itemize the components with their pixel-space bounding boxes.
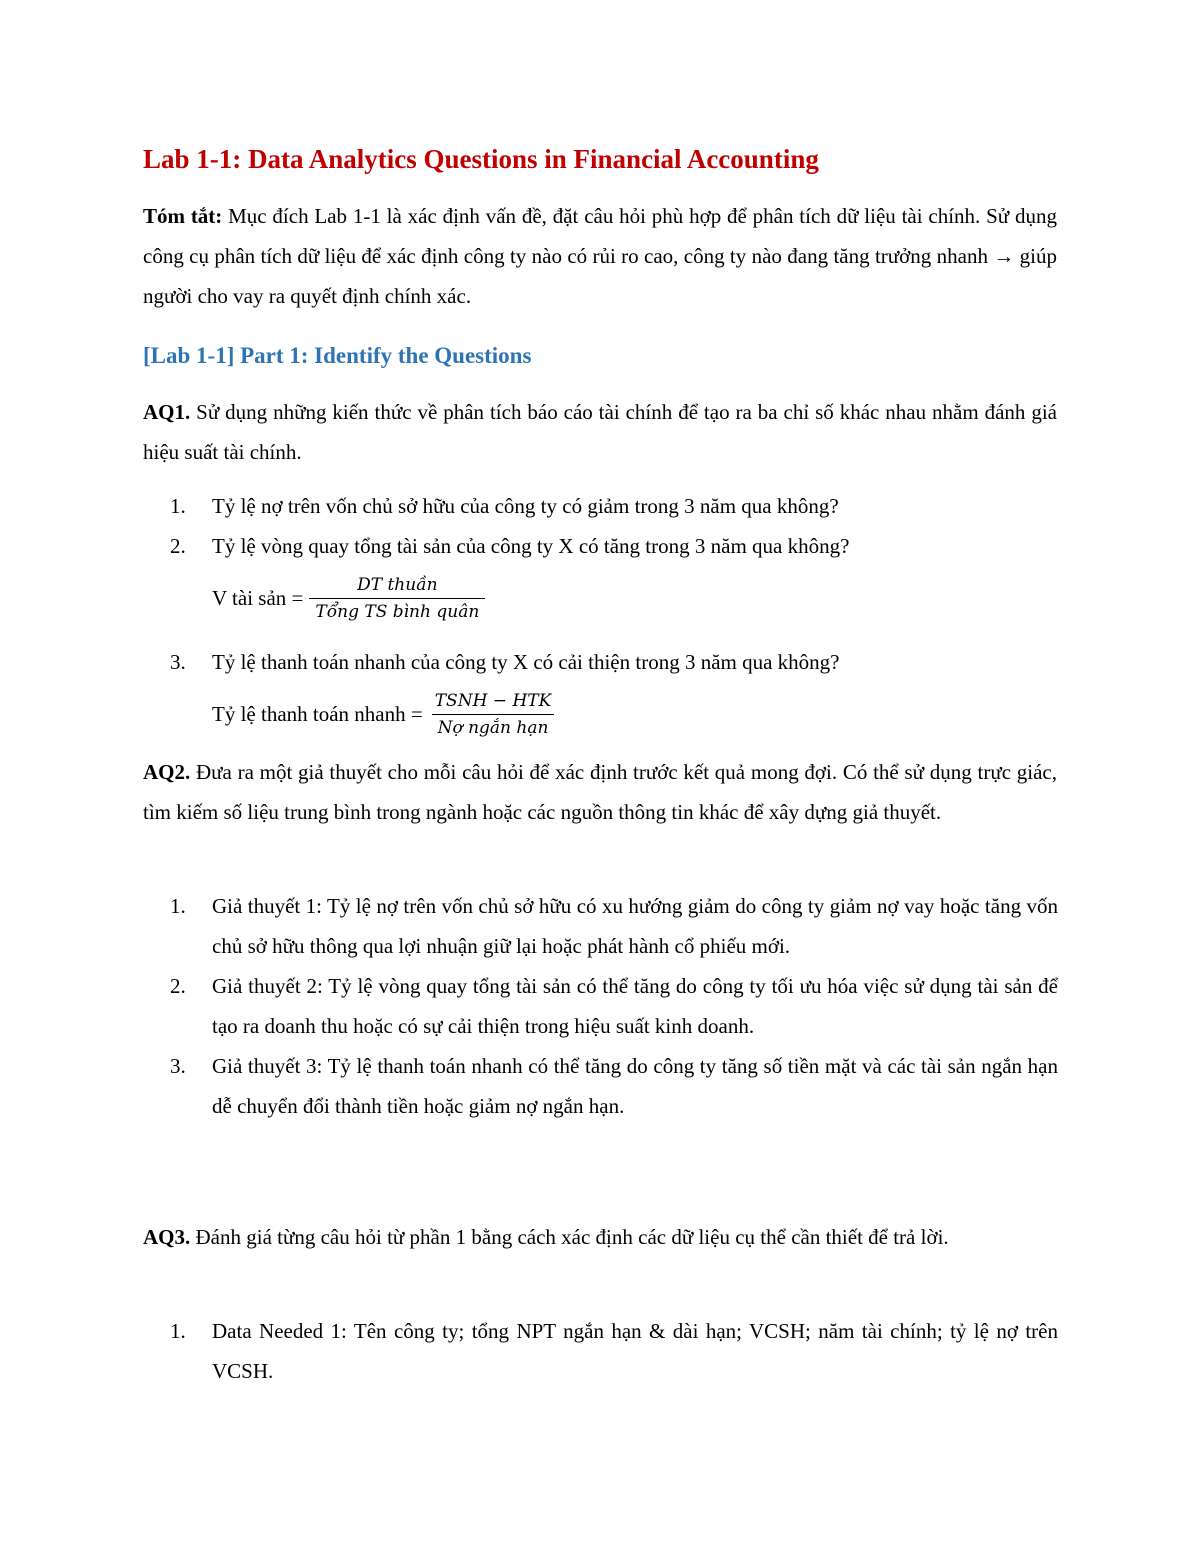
aq1-label: AQ1. <box>143 400 191 424</box>
list-item-number: 3. <box>170 1054 186 1078</box>
aq2-label: AQ2. <box>143 760 191 784</box>
formula-numerator: DT thuần <box>357 574 438 595</box>
list-item <box>170 642 1058 682</box>
formula-denominator: Nợ ngắn hạn <box>432 714 555 739</box>
formula-fraction <box>309 574 485 623</box>
list-item-number: 3. <box>170 650 186 674</box>
list-item-text: Giả thuyết 3: Tỷ lệ thanh toán nhanh có thể tăng do công ty tăng số tiền mặt và các tài sản ngắn hạn dễ chuyển đổi thành tiền hoặc giảm nợ ngắn hạn. <box>212 1054 1058 1118</box>
list-item-text: Tỷ lệ vòng quay tổng tài sản của công ty X có tăng trong 3 năm qua không? <box>212 534 850 558</box>
aq2-paragraph <box>143 752 1057 832</box>
aq3-label: AQ3. <box>143 1225 191 1249</box>
list-item-text: Giả thuyết 2: Tỷ lệ vòng quay tổng tài sản có thể tăng do công ty tối ưu hóa việc sử dụng tài sản để tạo ra doanh thu hoặc có sự cải thiện trong hiệu suất kinh doanh. <box>212 974 1058 1038</box>
aq1-question-list <box>170 486 1058 758</box>
list-item-text: Data Needed 1: Tên công ty; tổng NPT ngắn hạn & dài hạn; VCSH; năm tài chính; tỷ lệ nợ trên VCSH. <box>212 1319 1058 1383</box>
aq3-paragraph <box>143 1217 1057 1257</box>
asset-turnover-formula <box>170 566 1058 630</box>
list-item-text: Giả thuyết 1: Tỷ lệ nợ trên vốn chủ sở hữu có xu hướng giảm do công ty giảm nợ vay hoặc tăng vốn chủ sở hữu thông qua lợi nhuận giữ lại hoặc phát hành cổ phiếu mới. <box>212 894 1058 958</box>
list-item <box>170 526 1058 566</box>
list-item <box>170 486 1058 526</box>
list-item-text: Tỷ lệ nợ trên vốn chủ sở hữu của công ty có giảm trong 3 năm qua không? <box>212 494 839 518</box>
formula-fraction <box>429 690 558 739</box>
list-item <box>170 886 1058 966</box>
formula-denominator: Tổng TS bình quân <box>309 598 485 623</box>
aq2-text: Đưa ra một giả thuyết cho mỗi câu hỏi để xác định trước kết quả mong đợi. Có thể sử dụng trực giác, tìm kiếm số liệu trung bình trong ngành hoặc các nguồn thông tin khác để xây dựng giả thuyết. <box>143 760 1057 824</box>
list-item <box>170 1311 1058 1391</box>
part1-heading: [Lab 1-1] Part 1: Identify the Questions <box>143 343 532 368</box>
formula-numerator: TSNH − HTK <box>434 690 552 711</box>
aq3-text: Đánh giá từng câu hỏi từ phần 1 bằng cách xác định các dữ liệu cụ thể cần thiết để trả lời. <box>190 1225 949 1249</box>
formula-lhs: V tài sản = <box>212 586 304 610</box>
summary-text: Mục đích Lab 1-1 là xác định vấn đề, đặt câu hỏi phù hợp để phân tích dữ liệu tài chính. Sử dụng công cụ phân tích dữ liệu để xác định công ty nào có rủi ro cao, công ty nào đang tăng trưởng nhanh → giúp người cho vay ra quyết định chính xác. <box>143 204 1057 308</box>
summary-paragraph <box>143 196 1057 316</box>
formula-lhs: Tỷ lệ thanh toán nhanh = <box>212 702 423 726</box>
list-item <box>170 966 1058 1046</box>
aq3-data-list <box>170 1311 1058 1391</box>
quick-ratio-formula <box>170 682 1058 746</box>
list-item-number: 1. <box>170 494 186 518</box>
list-item-number: 2. <box>170 534 186 558</box>
list-item-number: 1. <box>170 1319 186 1343</box>
document-title: Lab 1-1: Data Analytics Questions in Financial Accounting <box>143 144 819 174</box>
aq1-text: Sử dụng những kiến thức về phân tích báo cáo tài chính để tạo ra ba chỉ số khác nhau nhằm đánh giá hiệu suất tài chính. <box>143 400 1057 464</box>
list-item-number: 1. <box>170 894 186 918</box>
summary-label: Tóm tắt: <box>143 204 223 228</box>
list-item <box>170 1046 1058 1126</box>
aq1-paragraph <box>143 392 1057 472</box>
list-item-number: 2. <box>170 974 186 998</box>
list-item-text: Tỷ lệ thanh toán nhanh của công ty X có cải thiện trong 3 năm qua không? <box>212 650 840 674</box>
aq2-hypothesis-list <box>170 886 1058 1126</box>
